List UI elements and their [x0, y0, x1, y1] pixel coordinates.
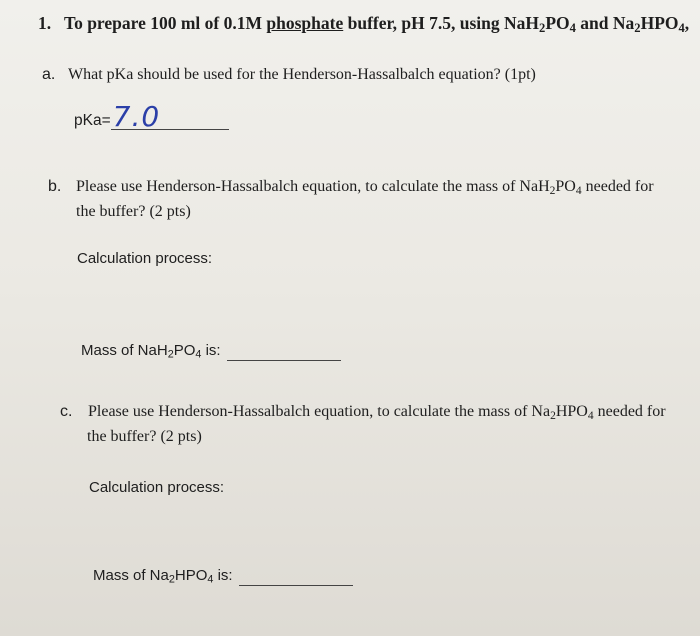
part-c-mass-row: Mass of $Na_2HPO_4$ is:: [93, 567, 353, 586]
pka-answer-row: [74, 100, 229, 133]
part-c-question-line2: the buffer? (2 pts): [87, 428, 202, 445]
part-b-mass-row: Mass of $NaH_2PO_4$ is:: [81, 342, 341, 361]
part-b-label: b.: [48, 178, 62, 195]
part-b-question-line2: the buffer? (2 pts): [76, 203, 191, 220]
question-number: 1.: [38, 13, 52, 33]
part-b-question-line1: b. Please use Henderson-Hassalbalch equation, to calculate the mass of $NaH_2PO_4$ needed for: [48, 178, 654, 197]
underlined-word: phosphate: [266, 13, 344, 33]
question-1-heading: 1. To prepare 100 ml of 0.1M phosphate buffer, pH 7.5, using $NaH_2PO_4$ and $Na_2HPO_4$,: [38, 13, 690, 36]
part-c-mass-blank[interactable]: [239, 571, 353, 586]
part-c-label: c.: [60, 403, 73, 420]
pka-label: pKa=: [74, 112, 111, 129]
part-a-question: a. What pKa should be used for the Henderson-Hassalbalch equation? (1pt): [42, 66, 536, 83]
part-c-question-line1: c. Please use Henderson-Hassalbalch equation, to calculate the mass of $Na_2HPO_4$ needed for: [60, 403, 666, 422]
part-a-label: a.: [42, 66, 56, 83]
pka-answer-blank[interactable]: [111, 100, 229, 133]
part-b-mass-blank[interactable]: [227, 346, 341, 361]
pka-handwritten-answer: 7.0: [112, 100, 161, 133]
part-c-calculation-label: Calculation process:: [89, 479, 225, 496]
part-b-calculation-label: Calculation process:: [77, 250, 213, 267]
